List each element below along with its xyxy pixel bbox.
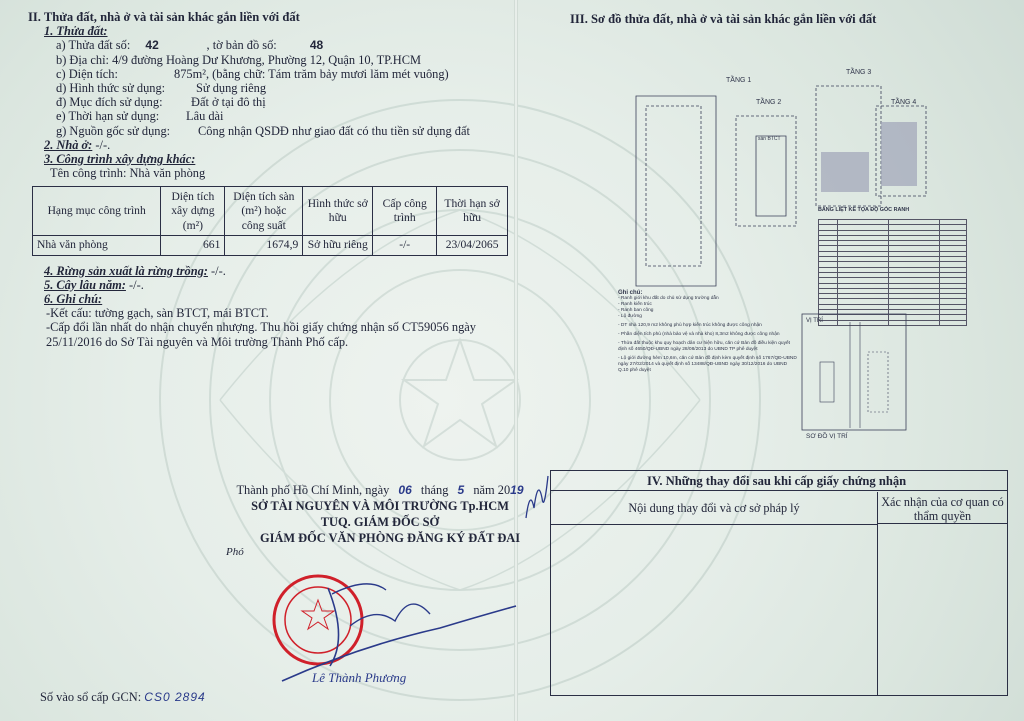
origin-label: g) Nguồn gốc sử dụng: [56,123,171,138]
house-title: 2. Nhà ở: [44,137,93,152]
issuer-agency: SỞ TÀI NGUYÊN VÀ MÔI TRƯỜNG Tp.HCM [251,499,509,513]
floor-annotation: sàn BTCT [758,136,781,142]
legend-item: - Lộ giới đường hẻm 10,6m, căn cứ Bản đồ định kèm quyết định số 1767/QĐ-UBND ngày 27/02/2014 và quyết định số 13488/QĐ-UBND ngày 30/12/2016 do UBND Q.10 phê duyệt [618,356,797,373]
use-purpose-value: Đất ở tại đô thị [191,95,266,110]
issue-date-line [200,482,560,498]
table-header-row [33,187,508,236]
address-line: b) Địa chỉ: 4/9 đường Hoàng Dư Khương, Phường 12, Quận 10, TP.HCM [56,52,421,67]
changes-table [550,470,1008,696]
perennial-value: -/-. [129,277,144,292]
issue-year: 19 [510,483,524,497]
coordinate-cell [940,320,967,325]
authorization-line: TUQ. GIÁM ĐỐC SỞ [320,515,440,529]
table-cell: Nhà văn phòng [33,236,161,255]
other-construction-title: 3. Công trình xây dựng khác: [44,152,196,167]
diagram-legend [618,290,798,374]
coordinate-table-title: BẢNG LIỆT KÊ TỌA ĐỘ GÓC RANH [818,207,910,213]
issue-date-prefix: Thành phố Hồ Chí Minh, ngày [236,483,390,497]
changes-table-divider [877,524,878,695]
map-sheet-label: , tờ bản đồ số: [206,38,277,53]
registration-value: CS0 2894 [144,690,206,704]
legend-item: - Phần diện tích phù (nhà bảo vệ và nhà kho) 8,3m2 không được công nhận [618,332,780,337]
issue-day: 06 [398,483,412,497]
location-map-title: SƠ ĐỒ VỊ TRÍ [806,433,848,440]
legend-item: - Thửa đất thuộc khu quy hoạch dân cư hiện hữu, căn cứ Bản đồ điều kiện quyết định số 4650/QĐ-UBND ngày 28/08/2013 do UBND TP phê duyệt [618,341,790,352]
house-value: -/-. [95,137,111,152]
table-cell: -/- [373,236,437,255]
table-header: Hạng mục công trình [33,187,161,236]
table-cell: 23/04/2065 [437,236,508,255]
legend-title: Ghi chú: [618,290,643,296]
table-cell: 1674,9 [225,236,303,255]
floor-label: TẦNG 3 [846,69,872,76]
construction-name: Tên công trình: Nhà văn phòng [50,166,206,181]
forest-value: -/-. [211,263,226,278]
section-2-land-info [28,10,508,349]
table-cell: 661 [161,236,225,255]
registration-number [40,690,206,705]
notes-title: 6. Ghi chú: [44,292,103,307]
floor-label: TẦNG 2 [756,99,782,106]
legend-item: - Lộ đường [618,314,642,319]
use-form-value: Sử dụng riêng [196,81,267,96]
table-header: Diện tích xây dựng (m²) [161,187,225,236]
table-header: Hình thức sở hữu [303,187,373,236]
note-line: -Cấp đổi lần nhất do nhận chuyển nhượng. Thu hồi giấy chứng nhận số CT59056 ngày [46,320,476,335]
handwritten-initial-mark [520,468,550,528]
issue-year-label: năm 20 [473,483,511,497]
floor-label: TẦNG 4 [891,99,917,106]
section-4-title: IV. Những thay đổi sau khi cấp giấy chứng nhận [551,471,1007,491]
changes-column-header: Nội dung thay đổi và cơ sở pháp lý [551,492,878,525]
section-2-title: II. Thửa đất, nhà ở và tài sản khác gắn liền với đất [28,10,300,24]
table-cell: Sở hữu riêng [303,236,373,255]
area-value: 875m², (bằng chữ: Tám trăm bảy mươi lăm mét vuông) [174,66,449,81]
origin-value: Công nhận QSDĐ như giao đất có thu tiền sử dụng đất [198,123,470,138]
issue-month: 5 [457,483,465,497]
handwritten-cross-word: Phó [226,546,244,558]
signer-title: GIÁM ĐỐC VĂN PHÒNG ĐĂNG KÝ ĐẤT ĐAI [259,531,521,545]
registration-label: Số vào sổ cấp GCN: [40,690,142,704]
area-label: c) Diện tích: [56,66,118,81]
table-row [33,236,508,255]
land-plot-title: 1. Thửa đất: [44,24,108,39]
use-form-label: d) Hình thức sử dụng: [56,81,166,96]
note-line: -Kết cấu: tường gạch, sàn BTCT, mái BTCT. [46,306,269,321]
legend-item: - Ranh giới khu đất do chủ sử dụng trường dẫn [618,296,719,301]
forest-title: 4. Rừng sản xuất là rừng trồng: [44,263,208,278]
perennial-title: 5. Cây lâu năm: [44,277,126,292]
location-map [800,312,910,432]
note-line: 25/11/2016 do Sở Tài nguyên và Môi trường Thành Phố cấp. [46,334,349,349]
use-purpose-label: đ) Mục đích sử dụng: [56,95,163,110]
confirmation-column-header: Xác nhận của cơ quan có thẩm quyền [878,492,1007,524]
location-map-label: VỊ TRÍ [806,318,823,324]
issue-month-label: tháng [420,483,449,497]
signature-block [200,482,560,546]
plot-number-label: a) Thửa đất số: [56,38,131,53]
construction-table [32,186,508,255]
legend-item: - Ranh kiến trúc [618,302,652,307]
coordinate-table [818,219,967,326]
legend-item: - Ranh ban công [618,308,654,313]
table-header: Diện tích sàn (m²) hoặc công suất [225,187,303,236]
signer-name: Lê Thành Phương [312,670,407,685]
plot-number-value: 42 [145,38,159,53]
floor-label: TẦNG 1 [726,77,752,84]
map-sheet-value: 48 [309,38,324,53]
table-header: Cấp công trình [373,187,437,236]
legend-item: - DT nhà 120,9 m2 không phù hợp kiến trúc không được công nhận [618,323,762,328]
use-term-label: e) Thời hạn sử dụng: [56,109,160,124]
use-term-value: Lâu dài [186,109,224,124]
section-3-title: III. Sơ đồ thửa đất, nhà ở và tài sản khác gắn liền với đất [570,12,877,26]
table-header: Thời hạn sở hữu [437,187,508,236]
